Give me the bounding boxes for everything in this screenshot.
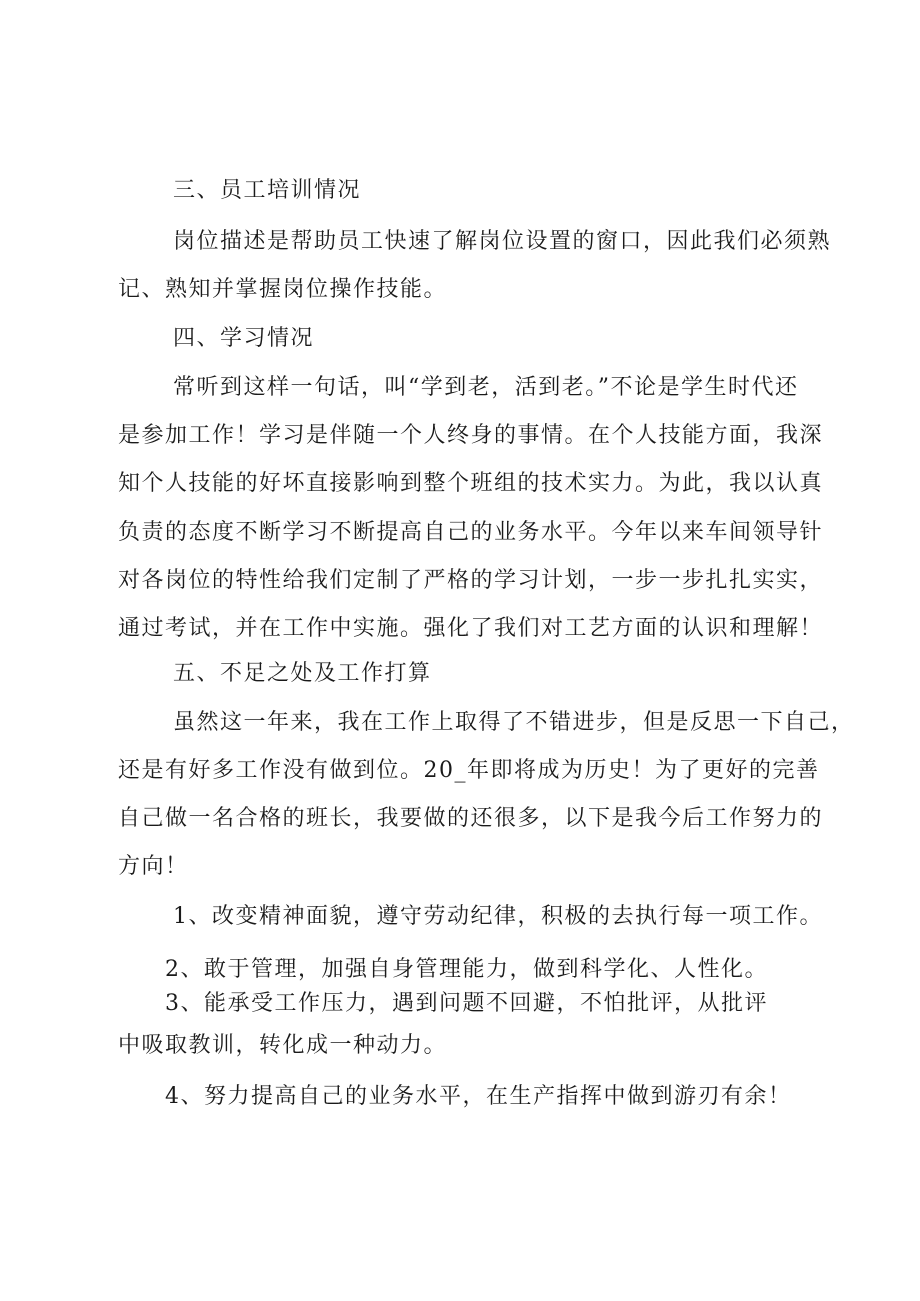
list-item: 4、努力提高自己的业务水平，在生产指挥中做到游刃有余！ bbox=[165, 1084, 792, 1109]
paragraph-line: 还是有好多工作没有做到位。20_年即将成为历史！为了更好的完善 bbox=[118, 758, 820, 783]
list-item: 1、改变精神面貌，遵守劳动纪律，积极的去执行每一项工作。 bbox=[173, 904, 823, 929]
section-heading-4: 四、学习情况 bbox=[173, 326, 315, 351]
paragraph-line: 记、熟知并掌握岗位操作技能。 bbox=[118, 277, 448, 302]
paragraph-line: 通过考试，并在工作中实施。强化了我们对工艺方面的认识和理解！ bbox=[118, 616, 824, 641]
section-heading-5: 五、不足之处及工作打算 bbox=[173, 661, 432, 686]
paragraph-line: 方向！ bbox=[118, 854, 189, 879]
paragraph-line: 负责的态度不断学习不断提高自己的业务水平。今年以来车间领导针 bbox=[118, 520, 824, 545]
paragraph-line: 常听到这样一句话，叫“学到老，活到老。”不论是学生时代还 bbox=[173, 375, 799, 400]
paragraph-line: 虽然这一年来，我在工作上取得了不错进步，但是反思一下自己， bbox=[173, 710, 855, 735]
list-item-continuation: 中吸取教训，转化成一种动力。 bbox=[118, 1033, 448, 1058]
list-item: 2、敢于管理，加强自身管理能力，做到科学化、人性化。 bbox=[165, 957, 768, 982]
paragraph-line: 自己做一名合格的班长，我要做的还很多，以下是我今后工作努力的 bbox=[118, 806, 824, 831]
paragraph-line: 是参加工作！学习是伴随一个人终身的事情。在个人技能方面，我深 bbox=[118, 423, 824, 448]
paragraph-line: 知个人技能的好坏直接影响到整个班组的技术实力。为此，我以认真 bbox=[118, 471, 824, 496]
section-heading-3: 三、员工培训情况 bbox=[173, 178, 362, 203]
paragraph-line: 岗位描述是帮助员工快速了解岗位设置的窗口，因此我们必须熟 bbox=[173, 229, 832, 254]
paragraph-line: 对各岗位的特性给我们定制了严格的学习计划，一步一步扎扎实实， bbox=[118, 568, 824, 593]
list-item: 3、能承受工作压力，遇到问题不回避，不怕批评，从批评 bbox=[165, 991, 768, 1016]
